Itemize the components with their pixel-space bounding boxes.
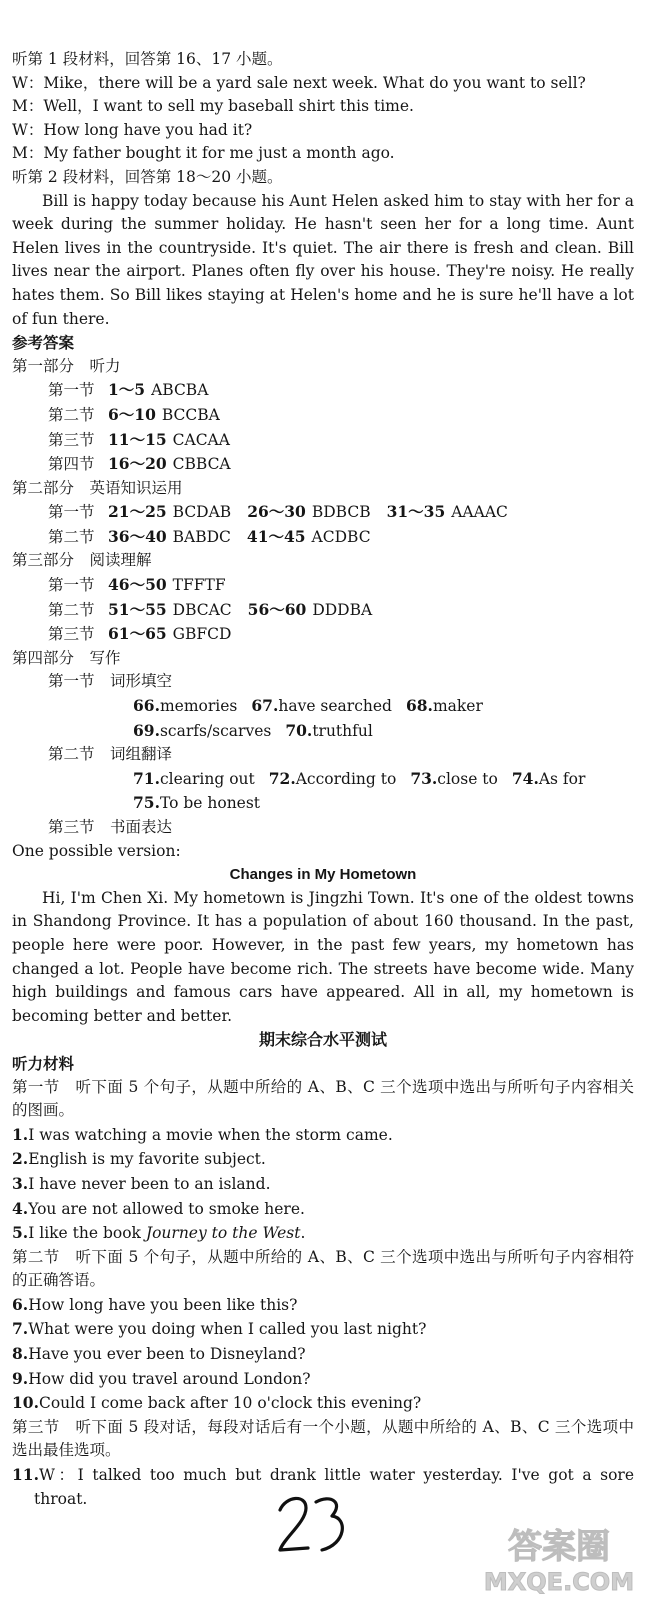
section-label: 第二节 [48,405,95,424]
dialogue-line: M：Well，I want to sell my baseball shirt this time. [12,97,414,116]
answer-item [285,722,372,740]
answer-text: have searched [278,697,392,716]
section-label: 第一节 [48,381,95,400]
question-item [12,1221,634,1246]
watermark-bottom: MXQE.COM [483,1568,635,1596]
question-range: 21～25 [108,502,167,522]
question-number: 66. [133,696,160,716]
answer-text: According to [295,769,397,788]
answer-key: ACDBC [311,527,371,546]
answer-text: maker [432,697,483,716]
answer-item [133,697,237,715]
answer-row [12,403,634,428]
question-item [12,1147,634,1172]
answer-key: TFFTF [172,576,226,595]
question-range: 41～45 [246,526,306,546]
question-text: You are not allowed to smoke here. [28,1199,305,1218]
question-number: 10. [12,1393,39,1413]
version-label: One possible version: [12,841,181,860]
answer-key: AAAAC [451,503,508,522]
question-text: How long have you been like this? [28,1295,298,1314]
question-number: 1. [12,1124,29,1144]
answer-row [12,598,634,623]
watermark-logo [474,1516,644,1596]
answer-key: DBCAC [172,600,232,619]
question-number: 72. [268,768,296,788]
section-label: 第四节 [48,455,95,474]
period: . [300,1224,306,1243]
answer-row [12,622,634,647]
answer-item [406,697,483,715]
answer-text: close to [437,769,498,788]
question-number: 8. [12,1344,29,1364]
question-number: 2. [12,1149,29,1169]
question-item [12,1197,634,1222]
question-text: What were you doing when I called you last night? [28,1320,427,1339]
page-content [12,48,634,1511]
answer-item [133,722,271,740]
answer-key: BABDC [172,527,231,546]
question-item [12,1123,634,1148]
question-item [12,1391,634,1416]
answer-key: BCDAB [172,503,232,522]
dialogue-line: M：My father bought it for me just a month ago. [12,144,395,163]
section-label: 第一节 [48,576,95,595]
question-text: Could I come back after 10 o'clock this evening? [38,1394,422,1413]
answer-row [12,525,634,550]
question-range: 1～5 [108,380,146,400]
question-range: 26～30 [247,502,306,522]
question-text: W：I talked too much but drank little water yesterday. I've got a sore throat. [34,1466,634,1508]
answer-row [12,573,634,598]
question-number: 67. [251,696,279,716]
part-title: 第一部分 听力 [12,356,121,375]
answer-row [12,428,634,453]
essay-title: Changes in My Hometown [229,866,417,884]
question-number: 4. [12,1198,29,1218]
section-label: 第二节 [48,527,95,546]
question-text: I was watching a movie when the storm came. [28,1125,393,1144]
answer-text: As for [538,769,586,788]
question-range: 36～40 [108,526,167,546]
answer-text: truthful [312,721,373,740]
answer-item [269,770,397,788]
question-number: 6. [12,1294,29,1314]
answer-row [12,452,634,477]
question-number: 5. [12,1223,29,1243]
question-range: 56～60 [247,599,307,619]
section-label: 第二节 [48,600,95,619]
question-text: How did you travel around London? [28,1369,311,1388]
answer-text: clearing out [159,769,255,788]
question-item [12,1317,634,1342]
question-number: 71. [133,768,160,788]
question-number: 73. [410,768,438,788]
section-instruction: 第二节 听下面 5 个句子，从题中所给的 A、B、C 三个选项中选出与所听句子内容相符的正确答语。 [12,1247,634,1290]
answer-text: memories [159,697,238,716]
watermark-top: 答案圈 [508,1527,610,1567]
answer-item [133,770,255,788]
passage-paragraph: Bill is happy today because his Aunt Helen asked him to stay with her for a week during the summer holiday. He hasn't seen her for a long time. Aunt Helen lives in the countryside. It's quiet. The air there is fresh and clean. Bill lives near the airport. Planes often fly over his house. They're noisy. He really hates them. So Bill likes staying at Helen's home and he is sure he'll have a lot of fun there. [12,191,634,328]
answer-row [12,694,634,719]
question-item [12,1172,634,1197]
answers-heading: 参考答案 [12,333,75,353]
answer-key: GBFCD [172,625,232,644]
answer-item [410,770,498,788]
listening-heading: 听力材料 [12,1053,75,1073]
answer-key: DDDBA [312,600,373,619]
answer-key: BCCBA [161,405,220,424]
question-number: 3. [12,1173,29,1193]
listening-instruction-1: 听第 1 段材料，回答第 16、17 小题。 [12,50,283,68]
answer-key: BDBCB [311,503,371,522]
test-title: 期末综合水平测试 [258,1030,387,1050]
answer-row [12,767,634,792]
answer-row [12,719,634,744]
section-label: 第三节 书面表达 [48,818,173,836]
answer-row [12,500,634,525]
question-number: 74. [511,768,539,788]
essay-paragraph: Hi, I'm Chen Xi. My hometown is Jingzhi Town. It's one of the oldest towns in Shandong Province. It has a population of about 160 thousand. In the past, people here were poor. However, in the past few years, my hometown has changed a lot. People have become rich. The streets have become wide. Many high buildings and famous cars have appeared. All in all, my hometown is becoming better and better. [12,888,634,1025]
question-number: 69. [133,720,160,740]
question-range: 61～65 [108,624,167,644]
listening-instruction-2: 听第 2 段材料，回答第 18～20 小题。 [12,167,283,186]
question-text: I like the book [28,1224,146,1243]
question-item [12,1342,634,1367]
question-number: 75. [133,793,160,813]
section-label: 第一节 [48,503,95,522]
answer-row [12,378,634,403]
answer-key: CBBCA [172,455,231,474]
page-number-handwritten [272,1488,352,1568]
question-number: 11. [12,1465,39,1485]
question-range: 16～20 [108,454,167,474]
question-text: Have you ever been to Disneyland? [28,1345,306,1364]
dialogue-line: W：Mike，there will be a yard sale next week. What do you want to sell? [12,73,586,92]
section-label: 第三节 [48,430,95,449]
answer-key: CACAA [172,430,230,449]
question-range: 6～10 [108,404,156,424]
part-title: 第三部分 阅读理解 [12,551,152,570]
answer-item [251,697,392,715]
question-number: 70. [285,720,313,740]
part-title: 第二部分 英语知识运用 [12,478,183,497]
part-title: 第四部分 写作 [12,648,121,667]
question-number: 68. [405,696,433,716]
question-range: 11～15 [108,429,167,449]
answer-item [512,770,586,788]
section-label: 第三节 [48,625,95,644]
section-label: 第二节 词组翻译 [48,745,173,764]
question-range: 46～50 [108,575,167,595]
answer-row [12,791,634,816]
section-instruction: 第三节 听下面 5 段对话，每段对话后有一个小题，从题中所给的 A、B、C 三个选项中选出最佳选项。 [12,1417,634,1460]
question-text: I have never been to an island. [28,1174,271,1193]
dialogue-line: W：How long have you had it? [12,120,253,139]
section-instruction: 第一节 听下面 5 个句子，从题中所给的 A、B、C 三个选项中选出与所听句子内容相关的图画。 [12,1077,634,1120]
question-item [12,1367,634,1392]
answer-key: ABCBA [151,381,209,400]
question-range: 31～35 [386,502,446,522]
section-label: 第一节 词形填空 [48,672,173,691]
question-range: 51～55 [108,599,167,619]
question-number: 7. [12,1319,29,1339]
book-title: Journey to the West [145,1224,301,1243]
question-text: English is my favorite subject. [28,1150,266,1169]
question-number: 9. [12,1368,29,1388]
question-item [12,1293,634,1318]
answer-item [133,794,260,812]
answer-text: scarfs/scarves [159,721,272,740]
answer-text: To be honest [159,794,261,813]
